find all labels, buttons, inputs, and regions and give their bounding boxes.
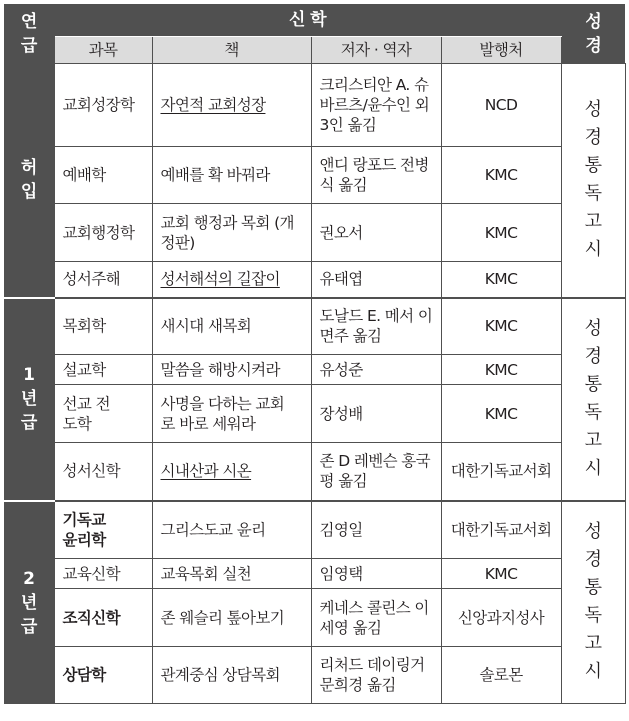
book-cell: 사명을 다하는 교회로 바로 세워라 [152, 385, 311, 443]
subject-cell: 성서신학 [54, 443, 152, 501]
book-cell: 교육목회 실천 [152, 559, 311, 589]
table-row [4, 298, 625, 355]
group-label-year1: 1년급 [4, 298, 54, 501]
author-cell: 앤디 랑포드 전병식 옮김 [311, 147, 441, 204]
group-label-heip: 허입 [4, 64, 54, 298]
table-row [4, 64, 625, 147]
author-cell: 김영일 [311, 501, 441, 559]
book-cell: 새시대 새목회 [152, 298, 311, 355]
table-row [4, 501, 625, 559]
subject-cell: 예배학 [54, 147, 152, 204]
publisher-cell: KMC [441, 385, 561, 443]
subject-cell: 교회행정학 [54, 204, 152, 262]
author-cell: 유태엽 [311, 262, 441, 298]
book-cell: 자연적 교회성장 [160, 96, 266, 114]
col-author: 저자 · 역자 [311, 37, 441, 64]
publisher-cell: KMC [441, 355, 561, 385]
book-cell: 그리스도교 윤리 [152, 501, 311, 559]
col-book: 책 [152, 37, 311, 64]
reading-exam-cell: 성경통독고시 [561, 501, 625, 704]
publisher-cell: KMC [441, 204, 561, 262]
author-cell: 도날드 E. 메서 이면주 옮김 [311, 298, 441, 355]
author-cell: 권오서 [311, 204, 441, 262]
table-row [4, 355, 625, 385]
curriculum-table [4, 4, 626, 704]
subject-cell: 교육신학 [54, 559, 152, 589]
table-row [4, 647, 625, 704]
reading-exam-cell: 성경통독고시 [561, 298, 625, 501]
subject-cell: 조직신학 [54, 589, 152, 647]
col-subject: 과목 [54, 37, 152, 64]
book-cell: 성서해석의 길잡이 [160, 270, 280, 289]
table-row [4, 262, 625, 298]
publisher-cell: KMC [441, 298, 561, 355]
book-cell: 교회 행정과 목회 (개정판) [152, 204, 311, 262]
reading-exam-cell: 성경통독고시 [561, 64, 625, 298]
group-label-year2: 2년급 [4, 501, 54, 704]
publisher-cell: 솔로몬 [441, 647, 561, 704]
header-row [4, 4, 625, 37]
book-cell: 시내산과 시온 [160, 462, 252, 481]
subject-cell: 기독교 윤리학 [54, 501, 152, 559]
book-cell: 말씀을 해방시켜라 [152, 355, 311, 385]
subheader-row [4, 37, 625, 64]
author-cell: 크리스티안 A. 슈바르츠/윤수인 외 3인 옮김 [311, 64, 441, 147]
theology-header: 신 학 [54, 4, 561, 37]
publisher-cell: 대한기독교서회 [441, 501, 561, 559]
subject-cell: 설교학 [54, 355, 152, 385]
bible-header: 성경 [561, 4, 625, 64]
publisher-cell: 대한기독교서회 [441, 443, 561, 501]
author-cell: 장성배 [311, 385, 441, 443]
publisher-cell: KMC [441, 559, 561, 589]
table-row [4, 385, 625, 443]
publisher-cell: 신앙과지성사 [441, 589, 561, 647]
author-cell: 임영택 [311, 559, 441, 589]
author-cell: 리처드 데이링거 문희경 옮김 [311, 647, 441, 704]
col-publisher: 발행처 [441, 37, 561, 64]
author-cell: 유성준 [311, 355, 441, 385]
subject-cell: 선교 전도학 [54, 385, 152, 443]
author-cell: 케네스 콜린스 이세영 옮김 [311, 589, 441, 647]
subject-cell: 상담학 [54, 647, 152, 704]
table-row [4, 204, 625, 262]
table-row [4, 147, 625, 204]
book-cell: 관계중심 상담목회 [152, 647, 311, 704]
subject-cell: 교회성장학 [54, 64, 152, 147]
table-row [4, 589, 625, 647]
table-row [4, 559, 625, 589]
publisher-cell: KMC [441, 262, 561, 298]
table-row [4, 443, 625, 501]
author-cell: 존 D 레벤슨 홍국평 옮김 [311, 443, 441, 501]
year-header: 연급 [4, 4, 54, 64]
book-cell: 예배를 확 바꿔라 [152, 147, 311, 204]
book-cell: 존 웨슬리 톺아보기 [152, 589, 311, 647]
subject-cell: 목회학 [54, 298, 152, 355]
publisher-cell: KMC [441, 147, 561, 204]
subject-cell: 성서주해 [54, 262, 152, 298]
publisher-cell: NCD [441, 64, 561, 147]
